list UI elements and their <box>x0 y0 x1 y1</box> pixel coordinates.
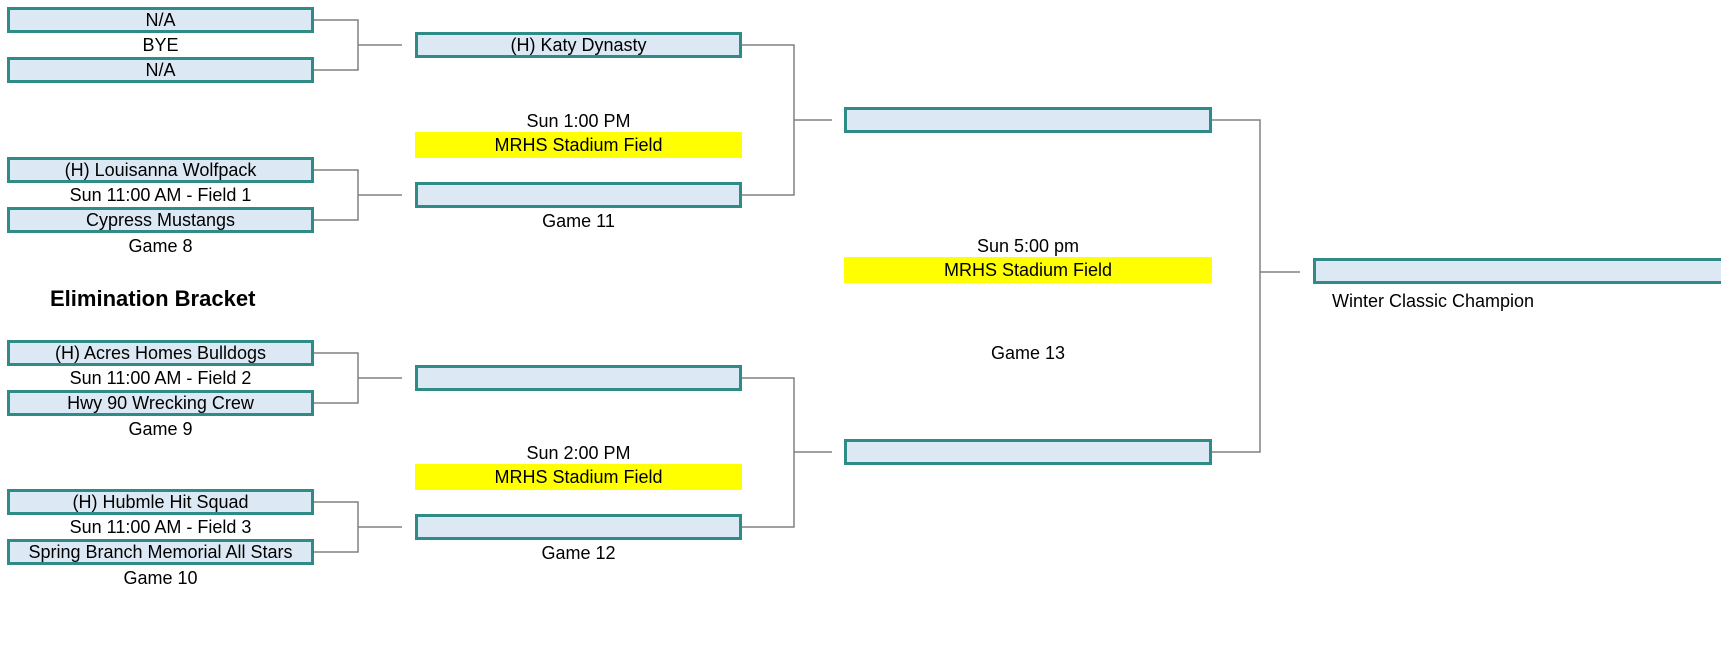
game12-bottom-slot <box>415 514 742 540</box>
game8-label: Game 8 <box>128 236 193 256</box>
game8-away-team: Cypress Mustangs <box>7 207 314 233</box>
bye-bottom-slot: N/A <box>7 57 314 83</box>
game9-away-team: Hwy 90 Wrecking Crew <box>7 390 314 416</box>
final-bottom-slot <box>844 439 1212 465</box>
bye-top-slot: N/A <box>7 7 314 33</box>
bye-label: BYE <box>142 35 179 55</box>
game10-label: Game 10 <box>123 568 198 588</box>
game12-label: Game 12 <box>541 543 616 563</box>
game9-label: Game 9 <box>128 419 193 439</box>
game10-home-team: (H) Hubmle Hit Squad <box>7 489 314 515</box>
game10-away-team: Spring Branch Memorial All Stars <box>7 539 314 565</box>
bracket-title: Elimination Bracket <box>50 286 256 311</box>
game12-time: Sun 2:00 PM <box>526 443 631 463</box>
champion-slot <box>1313 258 1721 284</box>
game8-schedule: Sun 11:00 AM - Field 1 <box>69 185 252 205</box>
champion-label: Winter Classic Champion <box>1331 291 1535 311</box>
final-label: Game 13 <box>990 343 1066 363</box>
game11-venue: MRHS Stadium Field <box>415 132 742 158</box>
game8-home-team: (H) Louisanna Wolfpack <box>7 157 314 183</box>
final-time: Sun 5:00 pm <box>976 236 1080 256</box>
final-top-slot <box>844 107 1212 133</box>
game12-top-slot <box>415 365 742 391</box>
final-venue: MRHS Stadium Field <box>844 257 1212 283</box>
game11-time: Sun 1:00 PM <box>526 111 631 131</box>
game12-venue: MRHS Stadium Field <box>415 464 742 490</box>
game10-schedule: Sun 11:00 AM - Field 3 <box>69 517 252 537</box>
game11-bottom-slot <box>415 182 742 208</box>
game11-label: Game 11 <box>542 211 615 231</box>
game9-home-team: (H) Acres Homes Bulldogs <box>7 340 314 366</box>
game11-top-slot: (H) Katy Dynasty <box>415 32 742 58</box>
game9-schedule: Sun 11:00 AM - Field 2 <box>69 368 252 388</box>
